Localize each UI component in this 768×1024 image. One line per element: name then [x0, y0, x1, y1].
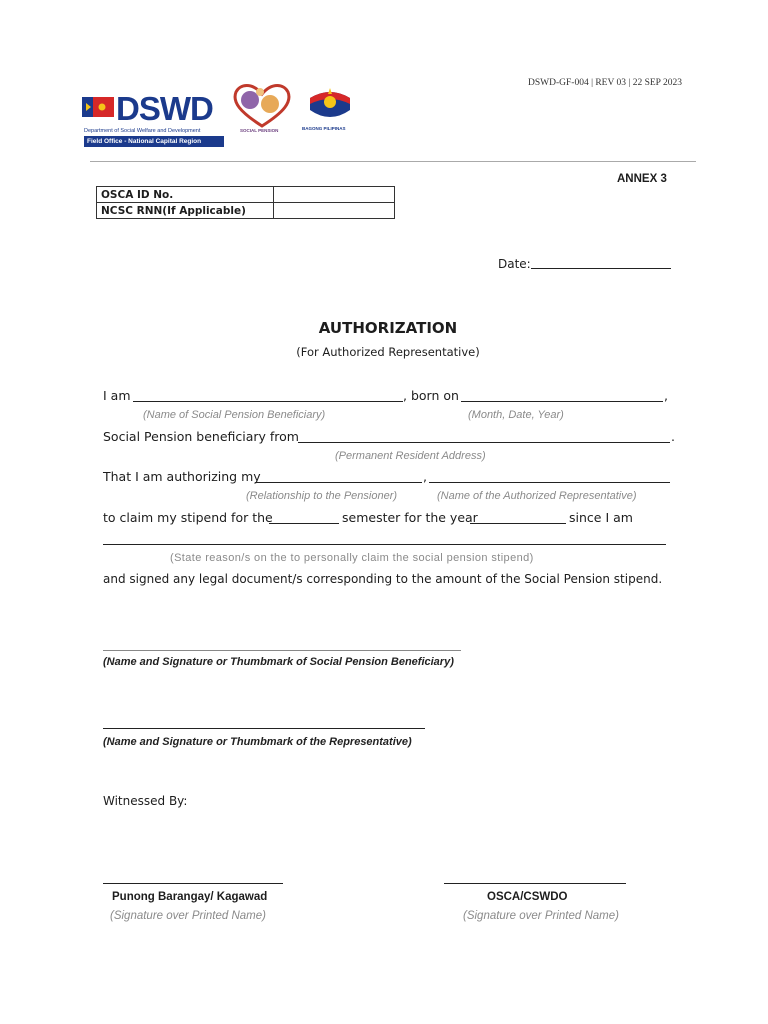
year-field[interactable]: [470, 523, 566, 524]
dswd-logo: [82, 92, 224, 152]
document-code: DSWD-GF-004 | REV 03 | 22 SEP 2023: [528, 78, 682, 88]
representative-signature-caption: (Name and Signature or Thumbmark of the Representative): [103, 736, 412, 748]
social-pension-logo: [230, 82, 294, 138]
semester-field[interactable]: [269, 523, 339, 524]
agency-short-name: DSWD: [116, 90, 213, 127]
witness1-signature-line[interactable]: [103, 883, 283, 884]
witness1-subtitle: (Signature over Printed Name): [110, 910, 266, 922]
social-pension-heart-icon: [230, 82, 294, 128]
line2-end-period: .: [671, 429, 675, 444]
relationship-field[interactable]: [255, 482, 422, 483]
hint-beneficiary-name: (Name of Social Pension Beneficiary): [143, 409, 326, 421]
reason-field[interactable]: [103, 544, 666, 545]
line3-comma: ,: [423, 469, 427, 484]
hint-address: (Permanent Resident Address): [335, 450, 486, 462]
beneficiary-signature-caption: (Name and Signature or Thumbmark of Social Pension Beneficiary): [103, 656, 454, 668]
born-on-text: , born on: [403, 388, 459, 403]
witness2-title: OSCA/CSWDO: [487, 891, 568, 903]
agency-full-name: Department of Social Welfare and Development: [84, 128, 201, 134]
legal-documents-text: and signed any legal document/s corresponding to the amount of the Social Pension stipend.: [103, 572, 663, 586]
id-table: [96, 186, 395, 219]
bagong-pilipinas-text: BAGONG PILIPINAS: [302, 126, 346, 131]
osca-id-label: OSCA ID No.: [97, 187, 274, 203]
representative-signature-line[interactable]: [103, 728, 425, 729]
ncsc-rnn-field[interactable]: [274, 203, 395, 219]
representative-name-field[interactable]: [429, 482, 670, 483]
bagong-pilipinas-emblem-icon: [302, 82, 358, 124]
beneficiary-name-field[interactable]: [133, 401, 403, 402]
i-am-text: I am: [103, 388, 131, 403]
hint-reason: (State reason/s on the to personally claim the social pension stipend): [170, 552, 534, 564]
field-office-banner: Field Office - National Capital Region: [84, 136, 224, 147]
dswd-emblem-icon: [82, 97, 114, 117]
beneficiary-signature-line[interactable]: [103, 650, 461, 651]
witnessed-by-label: Witnessed By:: [103, 794, 188, 808]
witness2-subtitle: (Signature over Printed Name): [463, 910, 619, 922]
hint-representative-name: (Name of the Authorized Representative): [437, 490, 637, 502]
table-row: [97, 187, 395, 203]
ncsc-rnn-label: NCSC RNN(If Applicable): [97, 203, 274, 219]
date-field[interactable]: [531, 268, 671, 269]
table-row: [97, 203, 395, 219]
witness1-title: Punong Barangay/ Kagawad: [112, 891, 268, 903]
hint-relationship: (Relationship to the Pensioner): [246, 490, 398, 502]
line1-end-comma: ,: [664, 388, 668, 403]
beneficiary-from-text: Social Pension beneficiary from: [103, 429, 299, 444]
date-label: Date:: [498, 257, 531, 271]
osca-id-field[interactable]: [274, 187, 395, 203]
authorizing-text: That I am authorizing my: [103, 469, 261, 484]
social-pension-text: SOCIAL PENSION: [240, 128, 279, 133]
page-title: AUTHORIZATION: [318, 319, 458, 337]
hint-birth-date: (Month, Date, Year): [468, 409, 564, 421]
header-divider: [90, 161, 696, 162]
claim-stipend-text: to claim my stipend for the: [103, 510, 273, 525]
address-field[interactable]: [298, 442, 670, 443]
since-i-am-text: since I am: [569, 510, 633, 525]
witness2-signature-line[interactable]: [444, 883, 626, 884]
annex-label: ANNEX 3: [617, 173, 667, 185]
birth-date-field[interactable]: [461, 401, 663, 402]
bagong-pilipinas-logo: [302, 82, 358, 138]
page-subtitle: (For Authorized Representative): [296, 345, 480, 359]
semester-year-text: semester for the year: [342, 510, 478, 525]
